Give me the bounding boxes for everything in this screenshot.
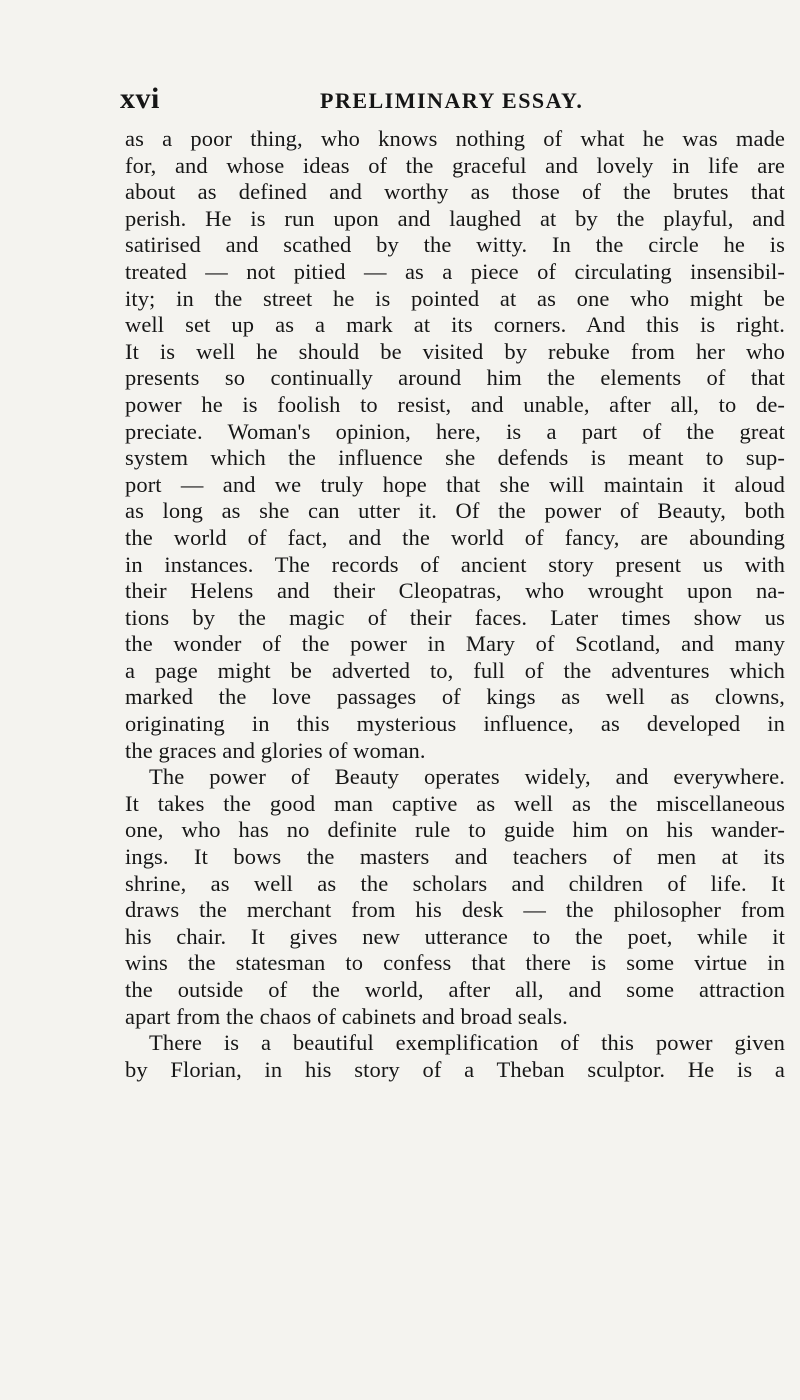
text-line: the world of fact, and the world of fancy, are abounding xyxy=(125,524,785,550)
text-line: presents so continually around him the elements of that xyxy=(125,365,785,391)
text-line: treated — not pitied — as a piece of circulating insensibil- xyxy=(125,258,785,284)
text-line: as long as she can utter it. Of the power of Beauty, both xyxy=(125,498,785,524)
text-line: a page might be adverted to, full of the adventures which xyxy=(125,657,785,683)
text-line: power he is foolish to resist, and unable, after all, to de- xyxy=(125,391,785,417)
text-line: satirised and scathed by the witty. In the circle he is xyxy=(125,232,785,258)
text-line: port — and we truly hope that she will maintain it aloud xyxy=(125,471,785,497)
text-line: their Helens and their Cleopatras, who wrought upon na- xyxy=(125,578,785,604)
text-line: the graces and glories of woman. xyxy=(125,737,426,763)
running-head: PRELIMINARY ESSAY. xyxy=(320,88,584,113)
text-line: originating in this mysterious influence, as developed in xyxy=(125,711,785,737)
text-line: wins the statesman to confess that there is some virtue in xyxy=(125,950,785,976)
text-line: for, and whose ideas of the graceful and lovely in life are xyxy=(125,152,785,178)
page-header xyxy=(120,82,660,116)
text-line: ity; in the street he is pointed at as one who might be xyxy=(125,285,785,311)
text-line: ings. It bows the masters and teachers of men at its xyxy=(125,844,785,870)
text-line: system which the influence she defends is meant to sup- xyxy=(125,445,785,471)
text-line: The power of Beauty operates widely, and everywhere. xyxy=(149,764,785,790)
text-line: the outside of the world, after all, and some attraction xyxy=(125,977,785,1002)
text-line: draws the merchant from his desk — the philosopher from xyxy=(125,897,785,923)
text-line: It takes the good man captive as well as the miscellaneous xyxy=(125,790,785,816)
text-line: preciate. Woman's opinion, here, is a part of the great xyxy=(125,418,785,444)
text-line: shrine, as well as the scholars and children of life. It xyxy=(125,870,785,896)
text-line: It is well he should be visited by rebuke from her who xyxy=(125,338,785,364)
text-line: one, who has no definite rule to guide him on his wander- xyxy=(125,817,785,843)
text-line: There is a beautiful exemplification of this power given xyxy=(149,1030,785,1056)
text-line: his chair. It gives new utterance to the poet, while it xyxy=(125,923,785,949)
body-text xyxy=(125,126,785,1083)
text-line: apart from the chaos of cabinets and broad seals. xyxy=(125,1003,568,1029)
text-line: the wonder of the power in Mary of Scotland, and many xyxy=(125,631,785,657)
text-line: in instances. The records of ancient story present us with xyxy=(125,551,785,577)
page-number: xvi xyxy=(120,82,160,115)
text-line: about as defined and worthy as those of the brutes that xyxy=(125,179,785,205)
text-line: well set up as a mark at its corners. And this is right. xyxy=(125,312,785,338)
text-line: marked the love passages of kings as well as clowns, xyxy=(125,684,785,710)
text-line: perish. He is run upon and laughed at by the playful, and xyxy=(125,205,785,231)
text-line: tions by the magic of their faces. Later times show us xyxy=(125,604,785,630)
text-line: by Florian, in his story of a Theban sculptor. He is a xyxy=(125,1056,785,1082)
text-line: as a poor thing, who knows nothing of what he was made xyxy=(125,126,785,151)
